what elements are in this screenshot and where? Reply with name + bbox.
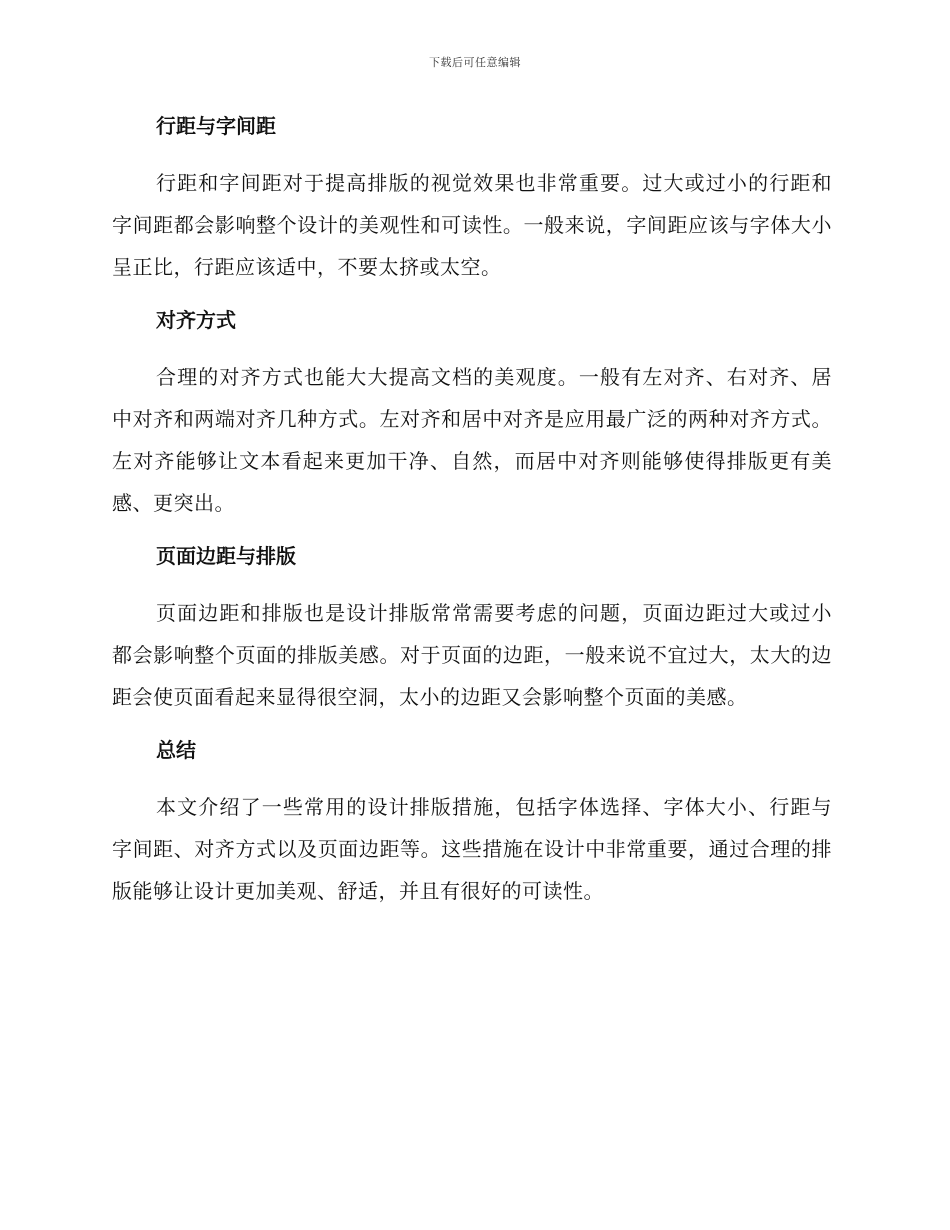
section-alignment	[112, 300, 832, 536]
section-summary	[112, 730, 832, 912]
section-paragraph: 页面边距和排版也是设计排版常常需要考虑的问题，页面边距过大或过小都会影响整个页面的排版美感。对于页面的边距，一般来说不宜过大，太大的边距会使页面看起来显得很空洞，太小的边距又会影响整个页面的美感。	[112, 601, 832, 709]
header-note: 下载后可任意编辑	[429, 56, 521, 69]
section-margins-layout	[112, 536, 832, 730]
section-heading: 对齐方式	[156, 308, 236, 332]
document-body	[112, 106, 832, 912]
section-heading: 行距与字间距	[156, 114, 276, 138]
section-paragraph: 行距和字间距对于提高排版的视觉效果也非常重要。过大或过小的行距和字间距都会影响整个设计的美观性和可读性。一般来说，字间距应该与字体大小呈正比，行距应该适中，不要太挤或太空。	[112, 171, 832, 279]
section-line-letter-spacing	[112, 106, 832, 300]
section-paragraph: 本文介绍了一些常用的设计排版措施，包括字体选择、字体大小、行距与字间距、对齐方式以及页面边距等。这些措施在设计中非常重要，通过合理的排版能够让设计更加美观、舒适，并且有很好的可读性。	[112, 795, 832, 903]
section-heading: 总结	[156, 738, 196, 762]
section-heading: 页面边距与排版	[156, 544, 296, 568]
section-paragraph: 合理的对齐方式也能大大提高文档的美观度。一般有左对齐、右对齐、居中对齐和两端对齐几种方式。左对齐和居中对齐是应用最广泛的两种对齐方式。左对齐能够让文本看起来更加干净、自然，而居中对齐则能够使得排版更有美感、更突出。	[112, 365, 832, 515]
